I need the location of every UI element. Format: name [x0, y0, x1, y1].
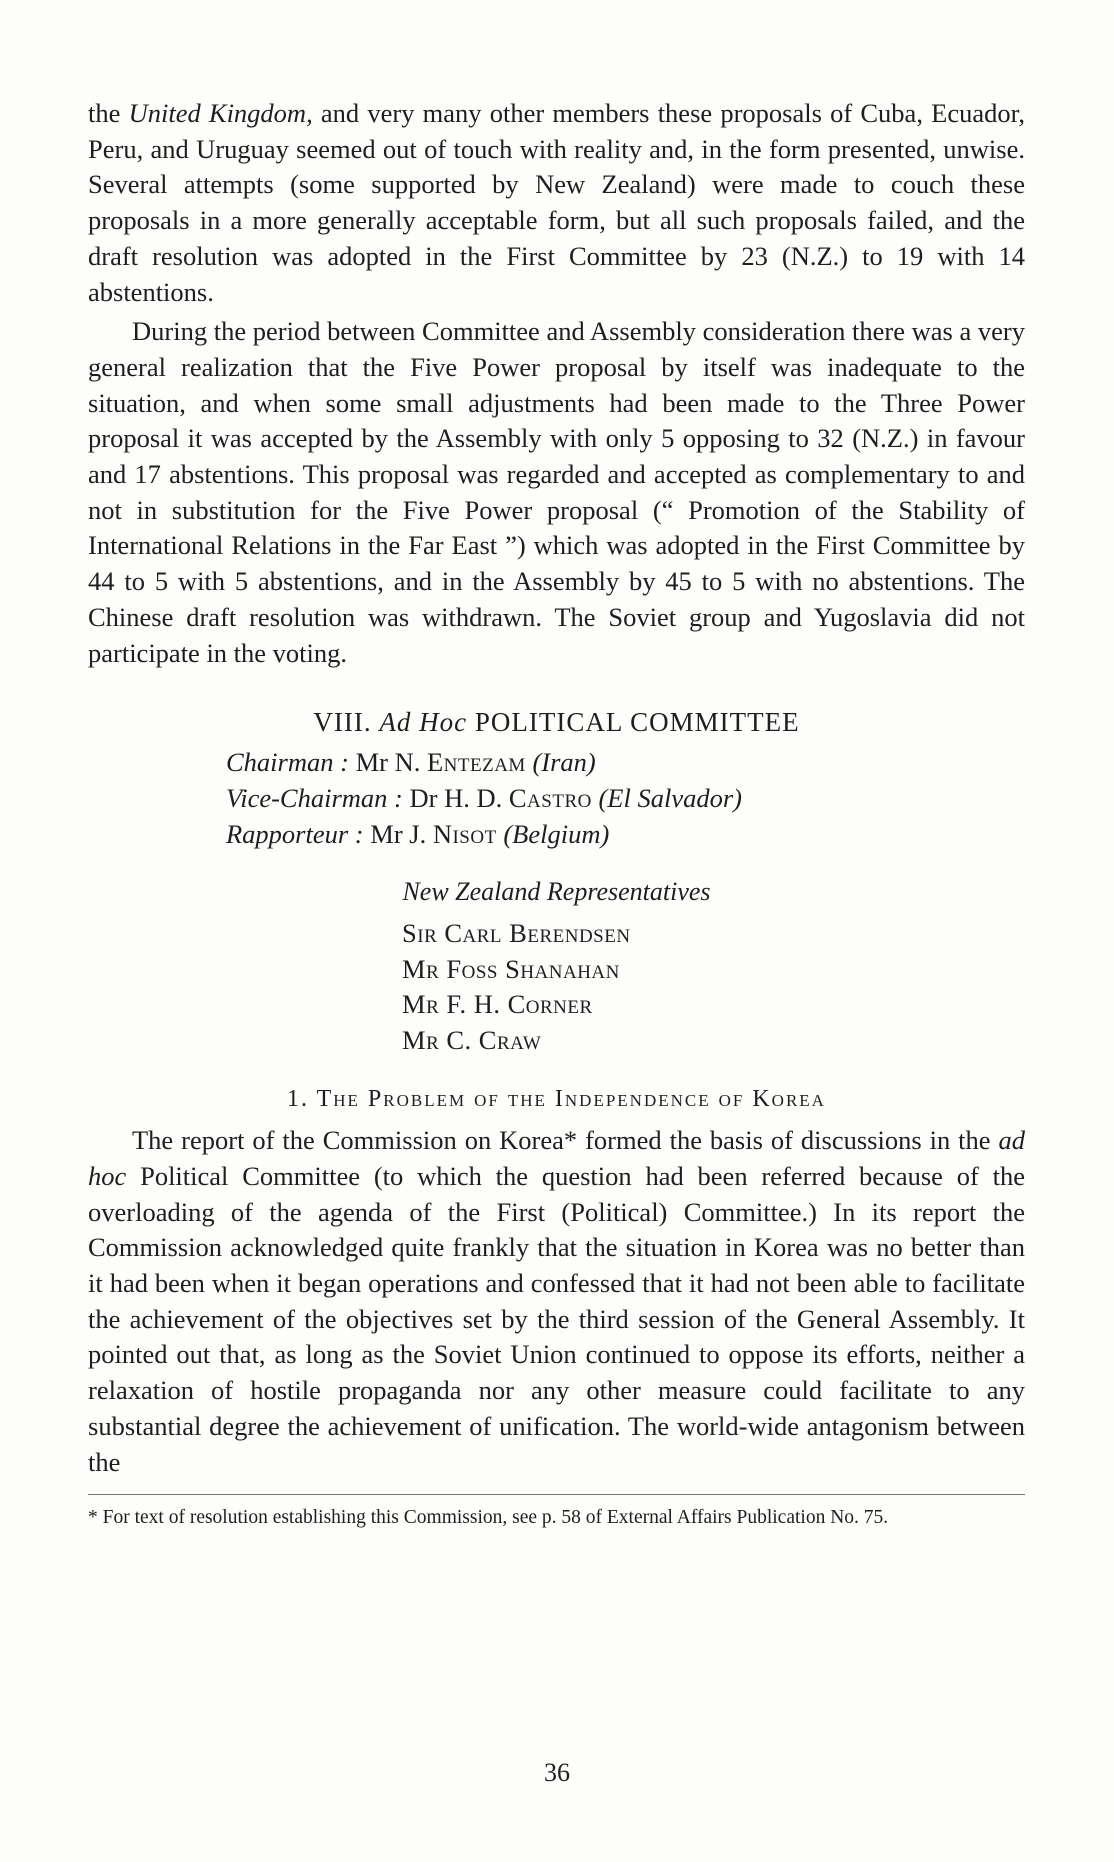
- officer-role: Rapporteur :: [226, 819, 364, 850]
- representative-name: Sir Carl Berendsen: [402, 918, 631, 949]
- section-title: POLITICAL COMMITTEE: [467, 707, 800, 738]
- officer-name: Entezam: [426, 747, 526, 778]
- text-run: The report of the Commission on Korea* formed the basis of discussions in the: [132, 1125, 999, 1156]
- document-page: [88, 96, 1025, 1530]
- representatives-heading: New Zealand Representatives: [402, 877, 711, 907]
- officer-title: Mr N.: [355, 747, 421, 778]
- text-run: the: [88, 98, 129, 128]
- paragraph-2: During the period between Committee and Assembly consideration there was a very general realization that the Five Power proposal by itself was inadequate to the situation, and when some small adjustments had been made to the Three Power proposal it was accepted by the Assembly with only 5 opposing to 32 (N.Z.) in favour and 17 abstentions. This proposal was regarded and accepted as complementary to and not in substitution for the Five Power proposal (“ Promotion of the Stability of International Relations in the Far East ”) which was adopted in the First Committee by 44 to 5 with 5 abstentions, and in the Assembly by 45 to 5 with no abstentions. The Chinese draft resolution was withdrawn. The Soviet group and Yugoslavia did not participate in the voting.: [88, 316, 1025, 668]
- italic-run: ad hoc: [88, 1125, 1025, 1191]
- paragraph-1: [88, 96, 1025, 310]
- page-number: 36: [544, 1758, 570, 1787]
- representative-name: Mr Foss Shanahan: [402, 953, 620, 984]
- footnote-divider: [88, 1494, 1025, 1495]
- officer-name: Castro: [508, 783, 592, 814]
- subsection-heading: 1. The Problem of the Independence of Korea: [287, 1086, 826, 1113]
- officer-role: Vice-Chairman :: [226, 783, 403, 814]
- paragraph-3: [88, 1123, 1025, 1480]
- section-ad-hoc: Ad Hoc: [379, 707, 468, 738]
- officer-country: (Iran): [532, 747, 596, 778]
- representative-name: Mr C. Craw: [402, 1024, 542, 1055]
- officer-rapporteur: [226, 816, 1025, 852]
- committee-officers: [226, 744, 1025, 852]
- section-heading: [88, 707, 1025, 738]
- representatives-list: [402, 916, 1025, 1058]
- officer-name: Nisot: [432, 819, 497, 850]
- italic-run: United Kingdom,: [128, 98, 313, 128]
- officer-title: Mr J.: [370, 819, 427, 850]
- officer-country: (Belgium): [503, 819, 610, 850]
- officer-role: Chairman :: [226, 747, 349, 778]
- officer-chairman: [226, 744, 1025, 780]
- officer-vice-chairman: [226, 780, 1025, 816]
- representative-name: Mr F. H. Corner: [402, 989, 593, 1020]
- text-run: and very many other members these proposals of Cuba, Ecuador, Peru, and Uruguay seemed out of touch with reality and, in the form presented, unwise. Several attempts (some supported by New Zealand) were made to couch these proposals in a more generally acceptable form, but all such proposals failed, and the draft resolution was adopted in the First Committee by 23 (N.Z.) to 19 with 14 abstentions.: [88, 98, 1025, 307]
- section-numeral: VIII.: [313, 707, 380, 738]
- officer-title: Dr H. D.: [409, 783, 503, 814]
- footnote: * For text of resolution establishing this Commission, see p. 58 of External Affairs Publication No. 75.: [88, 1507, 889, 1529]
- text-run: Political Committee (to which the question had been referred because of the overloading of the agenda of the First (Political) Committee.) In its report the Commission acknowledged quite frankly that the situation in Korea was no better than it had been when it began operations and confessed that it had not been able to facilitate the achievement of the objectives set by the third session of the General Assembly. It pointed out that, as long as the Soviet Union continued to oppose its efforts, neither a relaxation of hostile propaganda nor any other measure could facilitate to any substantial degree the achievement of unification. The world-wide antagonism between the: [88, 1160, 1025, 1477]
- officer-country: (El Salvador): [598, 783, 742, 814]
